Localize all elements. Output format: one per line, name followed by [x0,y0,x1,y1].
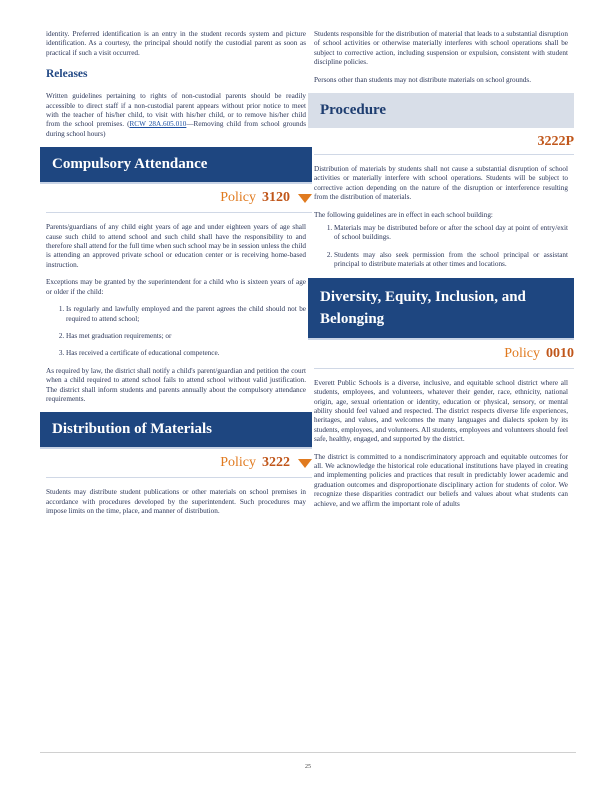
procedure-banner: Procedure [308,93,574,128]
policy-number: 3120 [262,190,290,206]
list-item: 1. Materials may be distributed before or after the school day at point of entry/exit of school buildings. [334,224,568,243]
procedure-paragraph-1: Distribution of materials by students shall not cause a substantial disruption of school activities or materially interfere with school operations. Students will be subject to corrective action depending on the nature of the disruption or interference resulting from the distribution of materials. [314,165,568,202]
footer-divider [40,752,576,753]
list-item: 2. Students may also seek permission from the school principal or assistant principal to distribute materials at other times and locations. [334,251,568,270]
diversity-banner: Diversity, Equity, Inclusion, and Belonging [308,278,574,340]
policy-0010-label [314,344,574,369]
distribution-paragraph: Students may distribute student publications or other materials on school premises in accordance with procedures developed by the superintendent. Such procedures may impose limits on the time, place, and manner of distribution. [46,488,306,516]
policy-number: 0010 [546,345,574,361]
compulsory-attendance-banner: Compulsory Attendance [40,147,312,184]
right-column [314,30,574,517]
policy-word: Policy [504,345,540,361]
triangle-down-icon [298,459,312,468]
policy-word: Policy [220,455,256,471]
releases-text: Written guidelines pertaining to rights of non-custodial parents should be readily accessible to direct staff if a non-custodial parent appears without prior notice to meet with the teacher of his/her child, to visit with his/her child, or to remove his/her child from the school premises. ( [46,92,306,129]
right-intro-paragraph-1: Students responsible for the distribution of material that leads to a substantial disruption of school activities or otherwise materially interferes with school operations shall be subject to corrective action, including suspension or expulsion, consistent with student discipline policies. [314,30,568,67]
list-item: 3. Has received a certificate of educational competence. [66,349,306,358]
guidelines-list [314,224,568,270]
policy-3222-label [46,453,312,478]
diversity-paragraph-1: Everett Public Schools is a diverse, inclusive, and equitable school district where all students, employees, and volunteers, whatever their gender, race, ethnicity, national origin, age, sexual orientation or identity, education or physical, sensory, or mental ability should feel valued and respected. The district respects diverse life experiences, heritages, and values, and welcomes the many languages and dialects spoken by its students, employees, and volunteers. All students, employees and volunteers should feel safe, healthy, engaged, and supported by the district. [314,378,568,444]
distribution-banner: Distribution of Materials [40,412,312,449]
intro-paragraph: identity. Preferred identification is an entry in the student records system and picture identification. As a courtesy, the principal should notify the custodial parent as soon as practical if such a visit occurred. [46,30,306,57]
compulsory-paragraph-2: Exceptions may be granted by the superintendent for a child who is sixteen years of age or older if the child: [46,278,306,296]
exceptions-list [46,305,306,359]
diversity-paragraph-2: The district is committed to a nondiscriminatory approach and equitable outcomes for all. We acknowledge the historical role educational institutions have played in creating and implementing policies and practices that result in predictably lower academic and graduation outcomes and disproportionate disciplinary action for students of color. We recognize these disparities contradict our beliefs and values about what students can achieve, and we affirm the important role of adults [314,452,568,508]
procedure-paragraph-2: The following guidelines are in effect in each school building: [314,210,493,219]
policy-word: Policy [220,190,256,206]
right-intro-paragraph-2: Persons other than students may not distribute materials on school grounds. [314,75,531,84]
policy-number: 3222 [262,455,290,471]
rcw-link[interactable]: RCW 28A.605.010 [129,120,187,129]
list-item: 1. Is regularly and lawfully employed and the parent agrees the child should not be required to attend school; [66,305,306,324]
left-column [46,30,306,525]
page-number: 25 [305,764,311,770]
policy-3120-label [46,188,312,213]
compulsory-paragraph-3: As required by law, the district shall notify a child's parent/guardian and petition the court when a child required to attend school fails to attend school without valid justification. The district shall inform students and parents annually about the compulsory attendance requirements. [46,366,306,403]
releases-heading: Releases [46,68,88,81]
procedure-code: 3222P [314,134,574,155]
compulsory-paragraph-1: Parents/guardians of any child eight years of age and under eighteen years of age shall cause such child to attend school and such child shall have the responsibility to and therefore shall attend for the full time when such school may be in session unless the child is attending an approved private school or education center or is receiving home-based instruction. [46,223,306,269]
releases-paragraph [46,92,306,139]
list-item: 2. Has met graduation requirements; or [66,332,306,341]
triangle-down-icon [298,194,312,203]
releases-text-after: —Removing child from school grounds during school hours) [46,120,307,138]
